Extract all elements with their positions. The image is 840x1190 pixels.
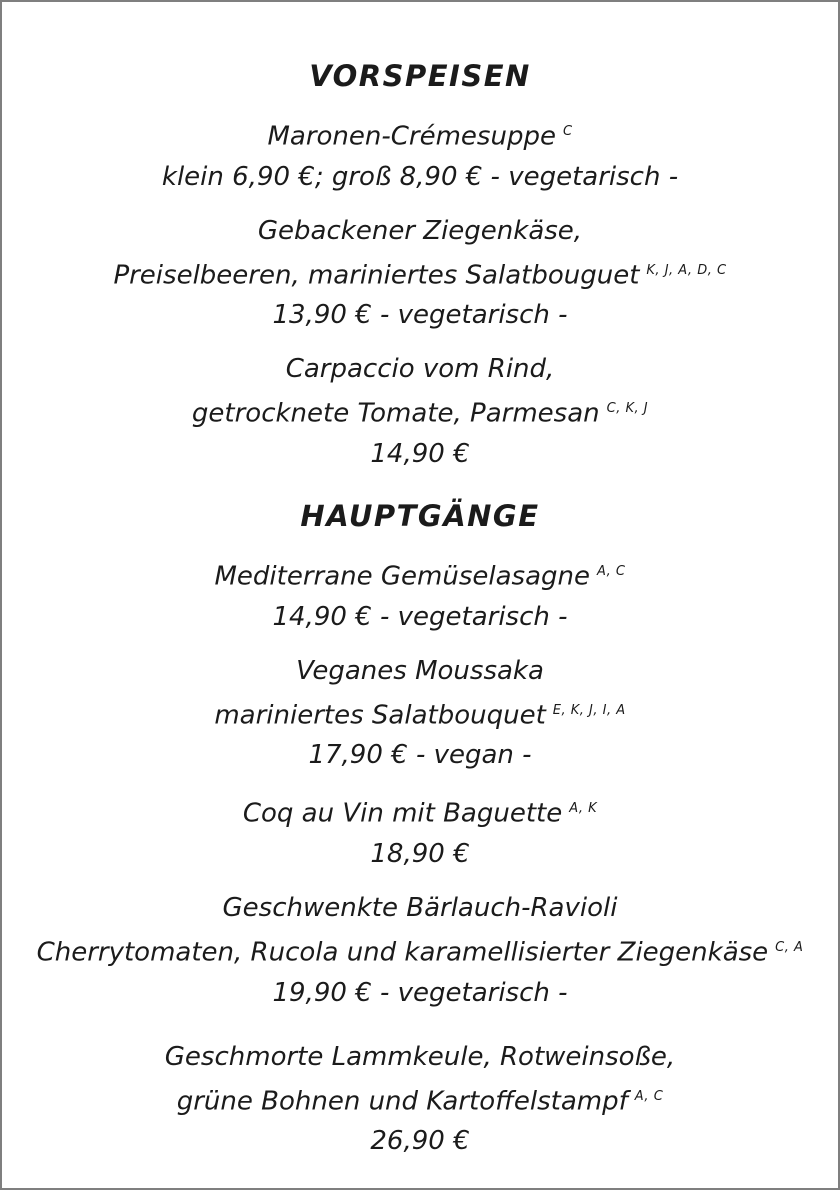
allergen-codes: C [562,124,573,139]
allergen-codes: C, K, J [606,401,649,417]
menu-item [2,211,838,336]
line-text: Carpaccio vom Rind, [285,354,555,385]
allergen-codes: E, K, J, I, A [552,702,626,718]
section-heading: VORSPEISEN [309,59,531,93]
line-text: Preiselbeeren, mariniertes Salatbouguet [113,260,640,291]
dish-name-line [2,1077,838,1122]
line-text: 17,90 € - vegan - [308,740,532,771]
price-line [2,295,838,335]
dish-name-line [2,789,838,834]
dish-name-line [2,211,838,251]
menu-item [2,112,838,197]
section-heading: HAUPTGÄNGE [300,498,540,533]
dish-name-line [2,389,838,434]
line-text: Maronen-Crémesuppe [267,121,556,152]
menu-section-1 [2,496,838,1161]
dish-name-line [2,651,838,691]
line-text: Coq au Vin mit Baguette [242,798,563,829]
price-line [2,735,838,775]
line-text: Cherrytomaten, Rucola und karamellisierter Ziegenkäse [36,937,769,968]
line-text: Gebackener Ziegenkäse, [257,215,583,246]
allergen-codes: C, A [775,939,804,955]
menu-section-0 [2,56,838,474]
menu-item [2,651,838,776]
menu-content [2,56,838,1161]
menu-item [2,1037,838,1162]
allergen-codes: A, K [569,801,598,817]
price-line [2,973,838,1013]
menu-item [2,552,838,637]
line-text: Mediterrane Gemüselasagne [214,561,591,592]
menu-item [2,789,838,874]
line-text: mariniertes Salatbouquet [214,700,546,731]
line-text: 18,90 € [370,838,470,869]
price-line [2,834,838,874]
line-text: 13,90 € - vegetarisch - [272,300,568,331]
price-line [2,157,838,197]
line-text: 19,90 € - vegetarisch - [272,977,568,1008]
dish-name-line [2,251,838,296]
allergen-codes: A, C [634,1088,664,1104]
dish-name-line [2,552,838,597]
line-text: 14,90 € - vegetarisch - [272,601,568,632]
price-line [2,434,838,474]
dish-name-line [2,888,838,928]
line-text: 14,90 € [370,438,470,469]
dish-name-line [2,691,838,736]
allergen-codes: K, J, A, D, C [646,262,727,278]
line-text: klein 6,90 €; groß 8,90 € - vegetarisch - [161,161,679,192]
line-text: getrocknete Tomate, Parmesan [191,398,600,429]
price-line [2,1121,838,1161]
dish-name-line [2,349,838,389]
line-text: 26,90 € [370,1126,470,1157]
dish-name-line [2,1037,838,1077]
menu-item [2,888,838,1013]
dish-name-line [2,112,838,157]
line-text: Geschwenkte Bärlauch-Ravioli [222,892,618,923]
price-line [2,597,838,637]
menu-item [2,349,838,474]
line-text: Veganes Moussaka [296,655,544,686]
allergen-codes: A, C [597,563,626,579]
line-text: Geschmorte Lammkeule, Rotweinsoße, [164,1041,676,1072]
dish-name-line [2,928,838,973]
line-text: grüne Bohnen und Kartoffelstampf [176,1086,628,1117]
